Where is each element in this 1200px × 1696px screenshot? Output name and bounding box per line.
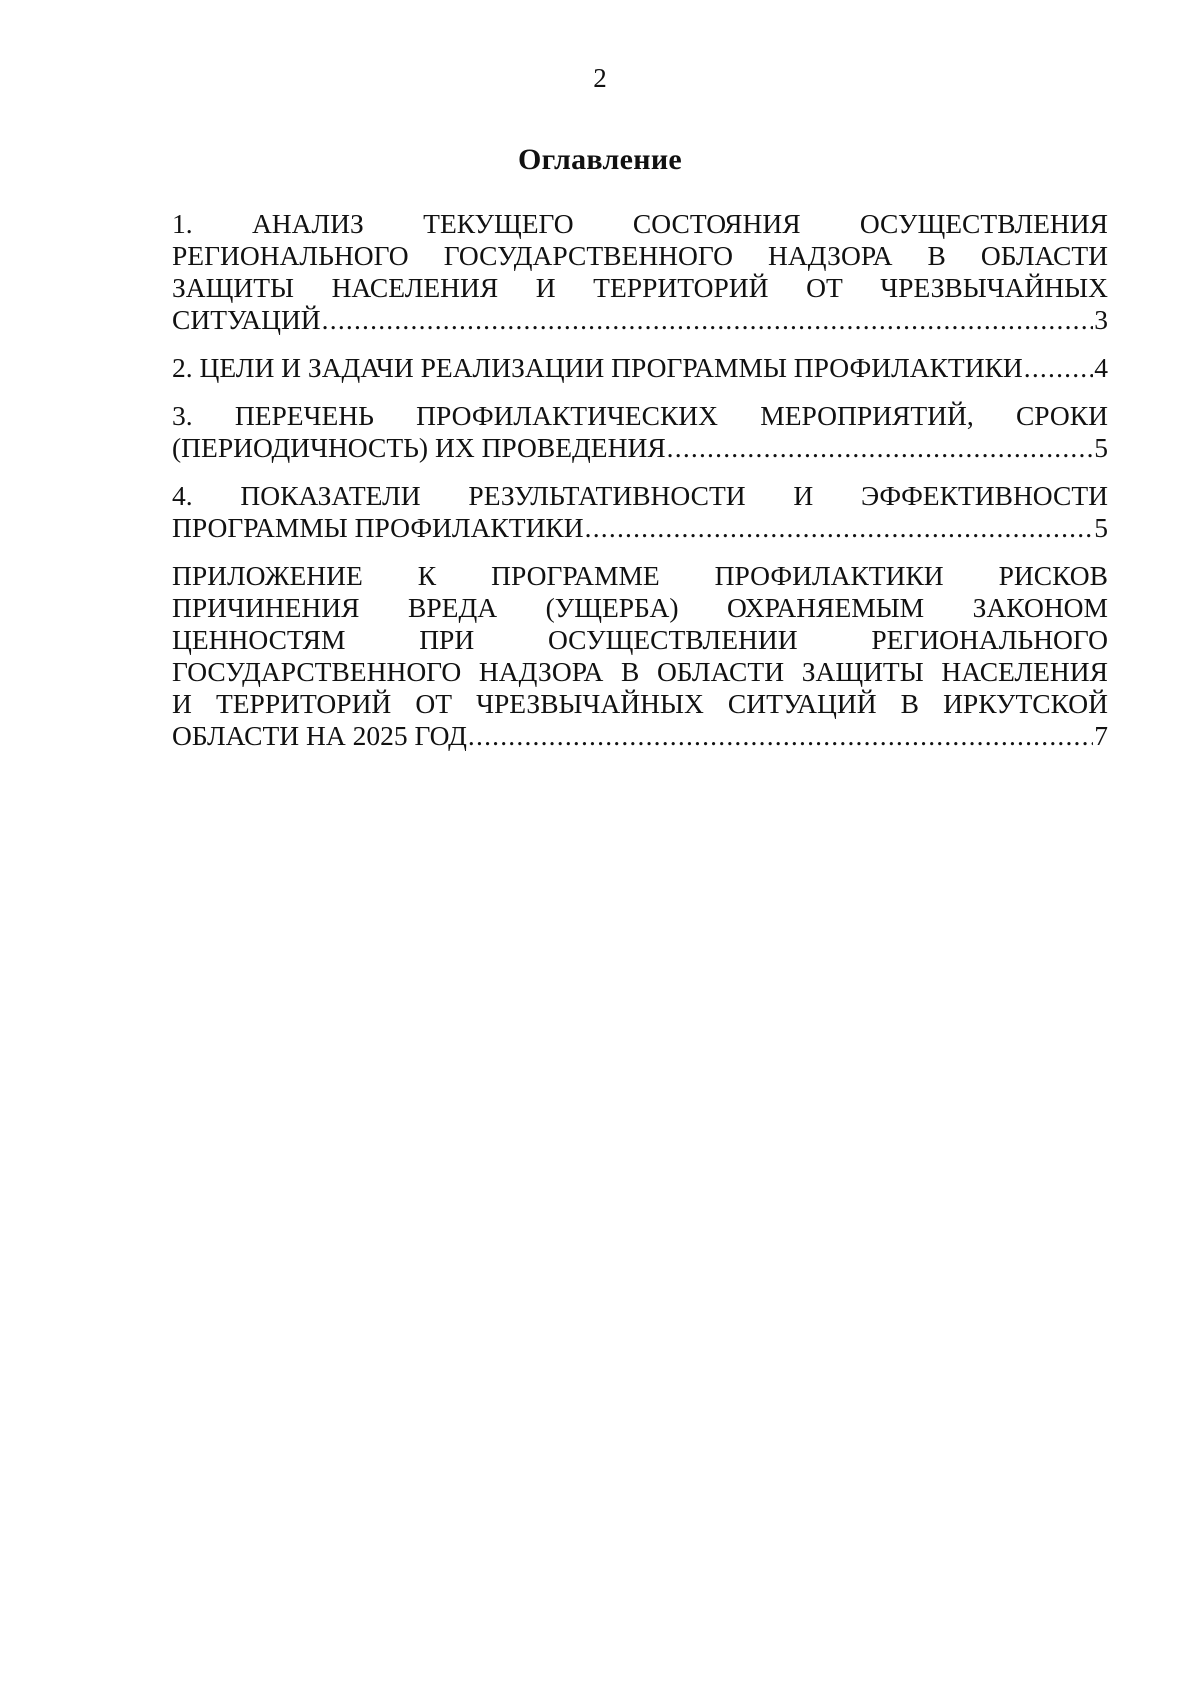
- table-of-contents: [172, 208, 1108, 768]
- toc-entry-2-goals[interactable]: [172, 352, 1108, 384]
- toc-entry-line: ПРИЧИНЕНИЯ ВРЕДА (УЩЕРБА) ОХРАНЯЕМЫМ ЗАКОНОМ: [172, 592, 1108, 623]
- toc-entry-line: 3. ПЕРЕЧЕНЬ ПРОФИЛАКТИЧЕСКИХ МЕРОПРИЯТИЙ, СРОКИ: [172, 400, 1108, 431]
- toc-entry-line: 4. ПОКАЗАТЕЛИ РЕЗУЛЬТАТИВНОСТИ И ЭФФЕКТИВНОСТИ: [172, 480, 1108, 511]
- toc-page-number: 5: [1094, 512, 1108, 543]
- toc-leader-line: [172, 720, 1108, 752]
- toc-entry-line: ГОСУДАРСТВЕННОГО НАДЗОРА В ОБЛАСТИ ЗАЩИТЫ НАСЕЛЕНИЯ: [172, 656, 1108, 687]
- toc-entry-4-indicators[interactable]: [172, 480, 1108, 544]
- toc-page-number: 5: [1094, 432, 1108, 463]
- toc-entry-line: 2. ЦЕЛИ И ЗАДАЧИ РЕАЛИЗАЦИИ ПРОГРАММЫ ПРОФИЛАКТИКИ: [172, 352, 1023, 383]
- toc-entry-3-measures[interactable]: [172, 400, 1108, 464]
- toc-entry-line: И ТЕРРИТОРИЙ ОТ ЧРЕЗВЫЧАЙНЫХ СИТУАЦИЙ В ИРКУТСКОЙ: [172, 688, 1108, 719]
- toc-page-number: 4: [1094, 352, 1108, 383]
- toc-entry-line: ЦЕННОСТЯМ ПРИ ОСУЩЕСТВЛЕНИИ РЕГИОНАЛЬНОГО: [172, 624, 1108, 655]
- toc-leader-line: [172, 432, 1108, 464]
- toc-entry-line: ПРИЛОЖЕНИЕ К ПРОГРАММЕ ПРОФИЛАКТИКИ РИСКОВ: [172, 560, 1108, 591]
- toc-entry-line: (ПЕРИОДИЧНОСТЬ) ИХ ПРОВЕДЕНИЯ: [172, 432, 666, 463]
- toc-entry-line: ЗАЩИТЫ НАСЕЛЕНИЯ И ТЕРРИТОРИЙ ОТ ЧРЕЗВЫЧАЙНЫХ: [172, 272, 1108, 303]
- page-number: 2: [593, 63, 607, 93]
- toc-entry-line: ПРОГРАММЫ ПРОФИЛАКТИКИ: [172, 512, 584, 543]
- toc-entry-line: 1. АНАЛИЗ ТЕКУЩЕГО СОСТОЯНИЯ ОСУЩЕСТВЛЕНИЯ: [172, 208, 1108, 239]
- toc-page-number: 7: [1094, 720, 1108, 751]
- toc-leader-line: [172, 304, 1108, 336]
- toc-entry-line: СИТУАЦИЙ: [172, 304, 321, 335]
- dot-leader: [322, 304, 1094, 336]
- toc-entry-appendix[interactable]: [172, 560, 1108, 752]
- toc-leader-line: [172, 512, 1108, 544]
- toc-entry-1-analysis[interactable]: [172, 208, 1108, 336]
- toc-entry-line: ОБЛАСТИ НА 2025 ГОД: [172, 720, 467, 751]
- toc-leader-line: [172, 352, 1108, 384]
- dot-leader: [585, 512, 1094, 544]
- dot-leader: [1024, 352, 1093, 384]
- toc-title: Оглавление: [517, 143, 683, 176]
- dot-leader: [667, 432, 1094, 464]
- toc-entry-line: РЕГИОНАЛЬНОГО ГОСУДАРСТВЕННОГО НАДЗОРА В ОБЛАСТИ: [172, 240, 1108, 271]
- dot-leader: [468, 720, 1093, 752]
- toc-page-number: 3: [1094, 304, 1108, 335]
